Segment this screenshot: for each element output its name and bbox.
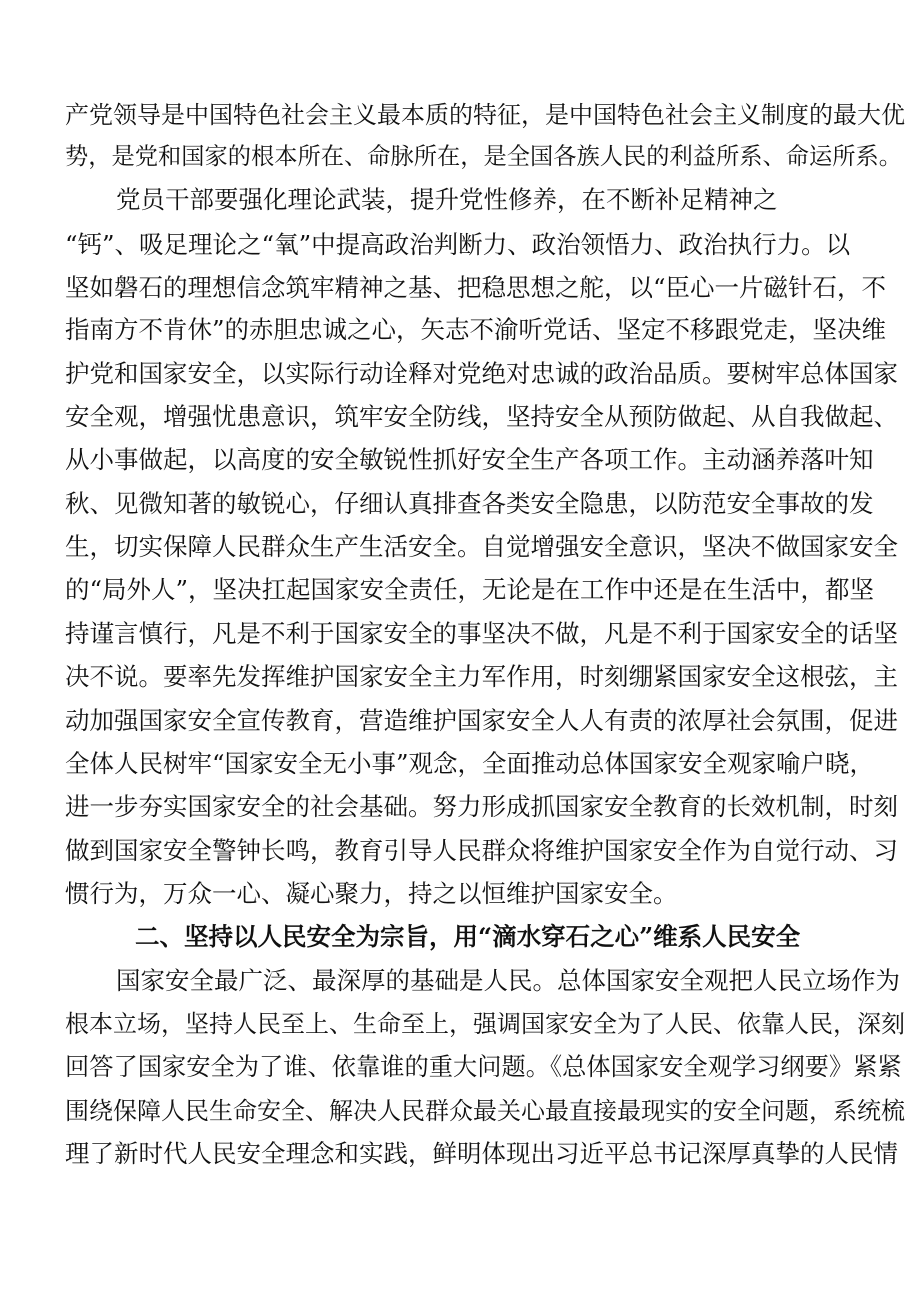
section-heading: 二、坚持以人民安全为宗旨，用“滴水穿石之心”维系人民安全	[135, 922, 801, 951]
text-line: 安全观，增强忧患意识，筑牢安全防线，坚持安全从预防做起、从自我做起、	[65, 402, 898, 431]
text-line: 持谨言慎行，凡是不利于国家安全的事坚决不做，凡是不利于国家安全的话坚	[65, 619, 898, 648]
text-line: 动加强国家安全宣传教育，营造维护国家安全人人有责的浓厚社会氛围，促进	[65, 706, 898, 735]
text-line: 的“局外人”，坚决扛起国家安全责任，无论是在工作中还是在生活中，都坚	[65, 575, 875, 604]
text-line: 党员干部要强化理论武装，提升党性修养，在不断补足精神之	[116, 185, 778, 214]
text-line: 全体人民树牢“国家安全无小事”观念，全面推动总体国家安全观家喻户晓，	[65, 749, 875, 778]
text-line: 国家安全最广泛、最深厚的基础是人民。总体国家安全观把人民立场作为	[116, 966, 900, 995]
text-line: 秋、见微知著的敏锐心，仔细认真排查各类安全隐患，以防范安全事故的发	[65, 489, 874, 518]
text-line: 做到国家安全警钟长鸣，教育引导人民群众将维护国家安全作为自觉行动、习	[65, 836, 898, 865]
text-line: 指南方不肯休”的赤胆忠诚之心，矢志不渝听党话、坚定不移跟党走，坚决维	[65, 315, 887, 344]
text-line: 护党和国家安全，以实际行动诠释对党绝对忠诚的政治品质。要树牢总体国家	[65, 359, 898, 388]
text-line: 生，切实保障人民群众生产生活安全。自觉增强安全意识，坚决不做国家安全	[65, 532, 898, 561]
text-line: 理了新时代人民安全理念和实践，鲜明体现出习近平总书记深厚真挚的人民情	[65, 1139, 898, 1168]
text-line: 产党领导是中国特色社会主义最本质的特征，是中国特色社会主义制度的最大优	[65, 101, 905, 129]
text-line: “钙”、吸足理论之“氧”中提高政治判断力、政治领悟力、政治执行力。以	[65, 230, 851, 259]
text-line: 根本立场，坚持人民至上、生命至上，强调国家安全为了人民、依靠人民，深刻	[65, 1010, 905, 1038]
text-line: 进一步夯实国家安全的社会基础。努力形成抓国家安全教育的长效机制，时刻	[65, 792, 898, 821]
text-line: 回答了国家安全为了谁、依靠谁的重大问题。《总体国家安全观学习纲要》紧紧	[65, 1052, 902, 1081]
text-line: 决不说。要率先发挥维护国家安全主力军作用，时刻绷紧国家安全这根弦，主	[65, 662, 898, 691]
text-line: 势，是党和国家的根本所在、命脉所在，是全国各族人民的利益所系、命运所系。	[65, 143, 903, 170]
text-line: 从小事做起，以高度的安全敏锐性抓好安全生产各项工作。主动涵养落叶知	[65, 445, 874, 474]
text-line: 围绕保障人民生命安全、解决人民群众最关心最直接最现实的安全问题，系统梳	[65, 1097, 905, 1125]
text-line: 惯行为，万众一心、凝心聚力，持之以恒维护国家安全。	[65, 879, 678, 908]
text-line: 坚如磐石的理想信念筑牢精神之基、把稳思想之舵，以“臣心一片磁针石，不	[65, 273, 887, 302]
